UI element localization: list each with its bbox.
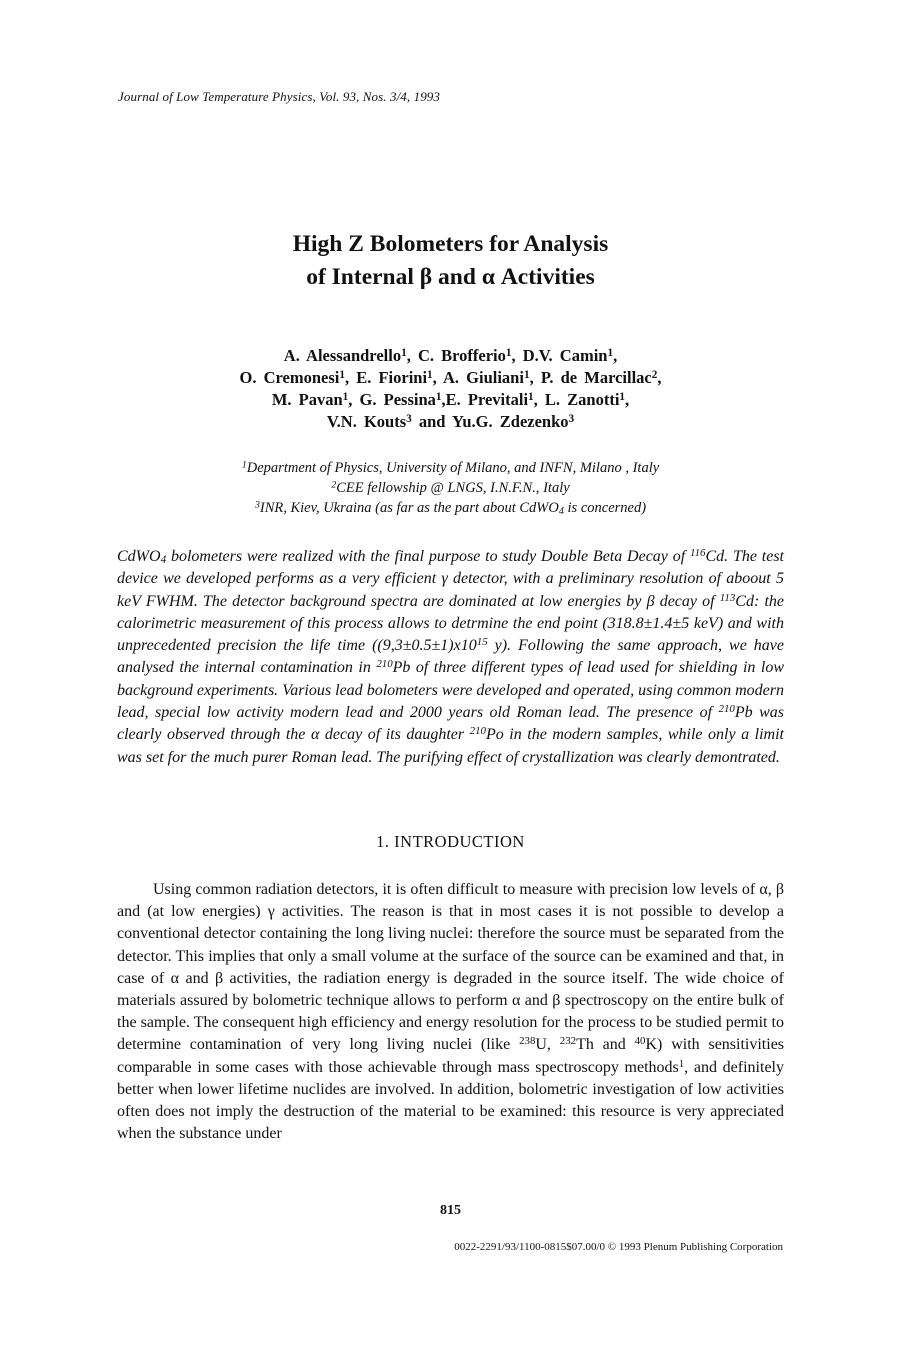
author-affiliation-mark: 1 [505, 346, 512, 359]
author-name: D.V. Camin [522, 346, 608, 365]
author-line: M. Pavan$^1$, G. Pessina$^1$,E. Previtali$^1$, L. Zanotti$^1$, [271, 390, 630, 409]
author-line: O. Cremonesi$^1$, E. Fiorini$^1$, A. Giuliani$^1$, P. de Marcillac$^2$, [239, 368, 662, 387]
affiliations [0, 458, 901, 518]
author-affiliation-mark: 1 [342, 390, 349, 403]
affiliation-2: $^2$CEE fellowship @ LNGS, I.N.F.N., Italy [331, 479, 570, 496]
author-affiliation-mark: 1 [619, 390, 626, 403]
author-name: G. Pessina [359, 390, 436, 409]
author-name: C. Brofferio [417, 346, 506, 365]
affiliation-3: $^3$INR, Kiev, Ukraina (as far as the part about CdWO$_4$ is concerned) [254, 499, 647, 518]
author-affiliation-mark: 3 [568, 412, 575, 425]
author-name: E. Previtali [445, 390, 529, 409]
author-name: P. de Marcillac [540, 368, 652, 387]
author-name: O. Cremonesi [239, 368, 340, 387]
author-affiliation-mark: 1 [523, 368, 530, 381]
author-line: V.N. Kouts$^3$ and Yu.G. Zdezenko$^3$ [326, 412, 575, 431]
author-name: E. Fiorini [356, 368, 428, 387]
author-affiliation-mark: 1 [607, 346, 614, 359]
author-affiliation-mark: 1 [339, 368, 345, 381]
journal-citation: Journal of Low Temperature Physics, Vol. 93, Nos. 3/4, 1993 [118, 89, 441, 104]
title-line-2: of Internal β and α Activities [306, 264, 595, 290]
author-line: A. Alessandrello$^1$, C. Brofferio$^1$, D.V. Camin$^1$, [283, 346, 618, 365]
introduction-body [117, 879, 784, 1145]
author-list [0, 345, 901, 433]
title-line-1: High Z Bolometers for Analysis [292, 231, 609, 257]
author-name: A. Giuliani [443, 368, 524, 387]
author-name: L. Zanotti [544, 390, 620, 409]
author-name: Yu.G. Zdezenko [451, 412, 569, 431]
author-affiliation-mark: 2 [651, 368, 658, 381]
author-name: A. Alessandrello [283, 346, 402, 365]
author-affiliation-mark: 1 [528, 390, 534, 403]
paper-title [0, 228, 901, 294]
abstract: CdWO$_4$ bolometers were realized with the final purpose to study Double Beta Decay of $^{116}$Cd. The test device we developed performs as a very efficient γ detector, with a preliminary resolution of aboout 5 keV FWHM. The detector background spectra are dominated at low energies by β decay of $^{113}$Cd: the calorimetric measurement of this process allows to detrmine the end point (318.8±1.4±5 keV) and with unprecedented precision the life time ($(9,3\pm 0.5\pm 1)x10^{15}$ y). Following the same approach, we have analysed the internal contamination in $^{210}$Pb of three different types of lead used for shielding in low background experiments. Various lead bolometers were developed and operated, using common modern lead, special low activity modern lead and 2000 years old Roman lead. The presence of $^{210}$Pb was clearly observed through the α decay of its daughter $^{210}$Po in the modern samples, while only a limit was set for the much purer Roman lead. The purifying effect of crystallization was clearly demontrated. [117, 547, 785, 766]
author-name: M. Pavan [271, 390, 343, 409]
beta-symbol: β [419, 264, 433, 290]
page-number: 815 [440, 1203, 461, 1218]
author-affiliation-mark: 3 [406, 412, 412, 425]
author-name: V.N. Kouts [326, 412, 407, 431]
author-affiliation-mark: 1 [427, 368, 433, 381]
author-affiliation-mark: 1 [435, 390, 442, 403]
author-affiliation-mark: 1 [401, 346, 407, 359]
alpha-symbol: α [481, 264, 495, 290]
introduction-paragraph: Using common radiation detectors, it is often difficult to measure with precision low levels of α, β and (at low energies) γ activities. The reason is that in most cases it is not possible to develop a conventional detector containing the long living nuclei: therefore the source must be separated from the detector. This implies that only a small volume at the surface of the source can be examined and that, in case of α and β activities, the radiation energy is degraded in the source itself. The wide choice of materials assured by bolometric technique allows to perform α and β spectroscopy on the entire bulk of the sample. The consequent high efficiency and energy resolution for the process to be studied permit to determine contamination of very long living nuclei (like $^{238}$U, $^{232}$Th and $^{40}$K) with sensitivities comparable in some cases with those achievable through mass spectroscopy methods$^1$, and definitely better when lower lifetime nuclides are involved. In addition, bolometric investigation of low activities often does not imply the destruction of the material to be examined: this resource is very appreciated when the substance under [117, 881, 785, 1143]
section-heading-introduction: 1. INTRODUCTION [376, 832, 525, 851]
copyright-line: 0022-2291/93/1100-0815$07.00/0 © 1993 Plenum Publishing Corporation [454, 1241, 783, 1253]
affiliation-1: $^1$Department of Physics, University of Milano, and INFN, Milano , Italy [241, 459, 660, 476]
